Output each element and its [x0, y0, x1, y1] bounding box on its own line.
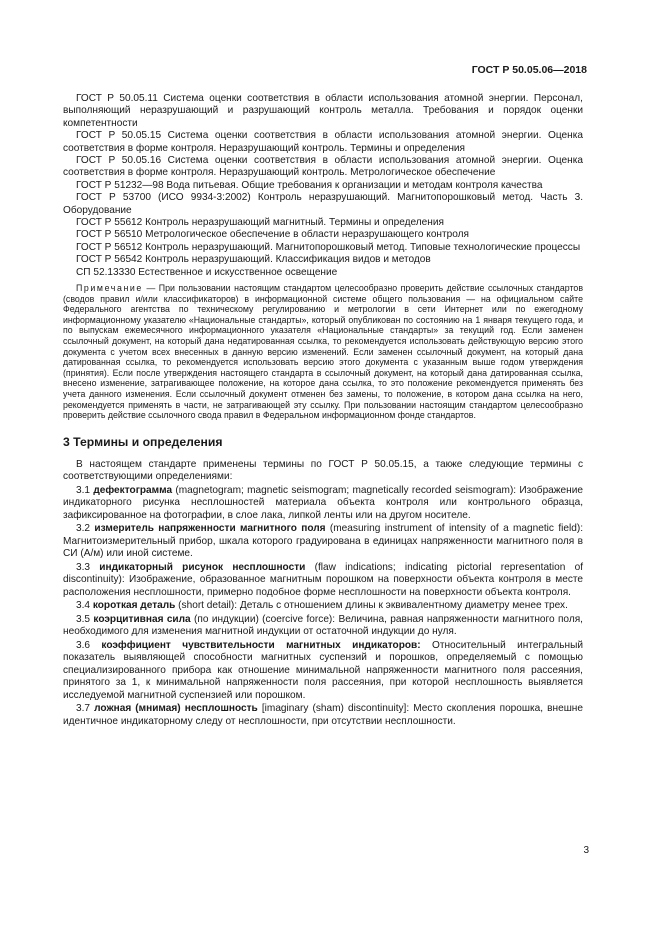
- term-text: (measuring instrument of intensity of a magnetic field): Магнитоизмерительный прибор, шкала которого градуирована в единицах напряженности магнитного поля в СИ (А/м) или иной системе.: [63, 523, 583, 560]
- term-name: ложная (мнимая) несплошность: [94, 703, 258, 715]
- term-definition: [63, 523, 583, 561]
- term-number: 3.6: [76, 639, 102, 651]
- term-text: (magnetogram; magnetic seismogram; magnetically recorded seismogram): Изображение индикаторного рисунка несплошностей материала объекта контроля или контрольного образца, зафиксированное на фотографии, в слое лака, липкой ленты или на другом носителе.: [63, 484, 583, 521]
- reference-item: ГОСТ Р 50.05.16 Система оценки соответствия в области использования атомной энергии. Оценка соответствия в форме контроля. Неразрушающий контроль. Метрологическое обеспечение: [63, 155, 583, 179]
- term-text: (по индукции) (coercive force): Величина, равная напряженности магнитного поля, необходимого для изменения магнитной индукции от остаточной индукции до нуля.: [63, 613, 583, 638]
- term-definition: [63, 485, 583, 523]
- reference-item: ГОСТ Р 56510 Метрологическое обеспечение в области неразрушающего контроля: [76, 229, 469, 241]
- term-number: 3.3: [76, 561, 100, 573]
- reference-item: ГОСТ Р 55612 Контроль неразрушающий магнитный. Термины и определения: [76, 217, 444, 229]
- section-body: [63, 459, 583, 729]
- term-text: Относительный интегральный показатель выявляющей способности магнитных суспензий и порошков, определяемый с помощью специализированного прибора как отношение минимальной напряженности магнитного поля рассеяния, принятого за 1, к минимальной напряженности поля рассеяния, при которой несплошность выявляется исследуемой магнитной суспензией или порошком.: [63, 639, 583, 701]
- term-text: [imaginary (sham) discontinuity]: Место скопления порошка, внешне идентичное индикаторному следу от несплошности, при отсутствии несплошности.: [63, 703, 583, 727]
- reference-item: СП 52.13330 Естественное и искусственное освещение: [76, 266, 338, 278]
- term-text: (flaw indications; indicating pictorial representation of discontinuity): Изображение, образованное магнитным порошком на поверхности объекта контроля в месте расположения несплошности, примерно подобное форме несплошности на поверхности объекта контроля.: [63, 561, 583, 598]
- term-name: дефектограмма: [93, 484, 173, 496]
- term-name: измеритель напряженности магнитного поля: [94, 523, 326, 535]
- reference-item: ГОСТ Р 50.05.15 Система оценки соответствия в области использования атомной энергии. Оценка соответствия в форме контроля. Неразрушающий контроль. Термины и определения: [63, 130, 583, 154]
- reference-item: ГОСТ Р 56512 Контроль неразрушающий. Магнитопорошковый метод. Типовые технологические процессы: [76, 241, 581, 253]
- term-definition: [63, 703, 583, 728]
- term-definition: [63, 562, 583, 600]
- note-paragraph: [63, 283, 583, 421]
- term-name: индикаторный рисунок несплошности: [99, 561, 306, 573]
- term-name: короткая деталь: [92, 600, 176, 612]
- note-text: — При пользовании настоящим стандартом целесообразно проверить действие ссылочных стандартов (сводов правил и/или классификаторов) в информационной системе общего пользования — на официальном сайте Федерального агентства по техническому регулированию и метрологии в сети Интернет или по ежегодному информационному указателю «Национальные стандарты», который опубликован по состоянию на 1 января текущего года, и по выпускам ежемесячного информационного указателя «Национальные стандарты» за текущий год. Если заменен ссылочный документ, на который дана недатированная ссылка, то рекомендуется использовать действующую версию этого документа с учетом всех внесенных в данную версию изменений. Если заменен ссылочный документ, на который дана датированная ссылка, то рекомендуется использовать версию этого документа с указанным выше годом утверждения (принятия). Если после утверждения настоящего стандарта в ссылочный документ, на который дана датированная ссылка, внесено изменение, затрагивающее положение, на которое дана ссылка, то это положение рекомендуется применять без учета данного изменения. Если ссылочный документ отменен без замены, то положение, в котором дана ссылка на него, рекомендуется применять в части, не затрагивающей эту ссылку. При пользовании настоящим стандартом целесообразно проверить действие ссылочного свода правил в Федеральном информационном фонде стандартов.: [63, 283, 583, 421]
- section-intro: В настоящем стандарте применены термины по ГОСТ Р 50.05.15, а также следующие термины с соответствующими определениями:: [63, 458, 583, 483]
- term-text: (short detail): Деталь с отношением длины к эквивалентному диаметру менее трех.: [175, 600, 568, 612]
- term-number: 3.5: [76, 613, 94, 625]
- section-title: 3 Термины и определения: [63, 434, 223, 449]
- note-label: Примечание: [76, 283, 143, 294]
- term-name: коэрцитивная сила: [93, 613, 191, 625]
- term-definition: [63, 614, 583, 639]
- term-definition: [63, 600, 583, 613]
- term-number: 3.2: [76, 523, 95, 535]
- reference-item: ГОСТ Р 53700 (ИСО 9934-3:2002) Контроль неразрушающий. Магнитопорошковый метод. Часть 3. Оборудование: [63, 192, 583, 216]
- term-number: 3.1: [76, 484, 94, 496]
- page-number: 3: [583, 845, 589, 856]
- document-header: ГОСТ Р 50.05.06—2018: [471, 64, 587, 76]
- term-number: 3.4: [76, 600, 93, 612]
- reference-item: ГОСТ Р 50.05.11 Система оценки соответствия в области использования атомной энергии. Персонал, выполняющий неразрушающий и разрушающий контроль металла. Требования и порядок оценки компетентности: [63, 93, 583, 129]
- page-content: [63, 93, 583, 728]
- term-definition: [63, 640, 583, 703]
- reference-item: ГОСТ Р 51232—98 Вода питьевая. Общие требования к организации и методам контроля качества: [76, 179, 543, 191]
- term-name: коэффициент чувствительности магнитных индикаторов:: [101, 639, 421, 651]
- reference-list: [63, 93, 583, 279]
- term-number: 3.7: [76, 703, 95, 715]
- reference-item: ГОСТ Р 56542 Контроль неразрушающий. Классификация видов и методов: [76, 254, 431, 266]
